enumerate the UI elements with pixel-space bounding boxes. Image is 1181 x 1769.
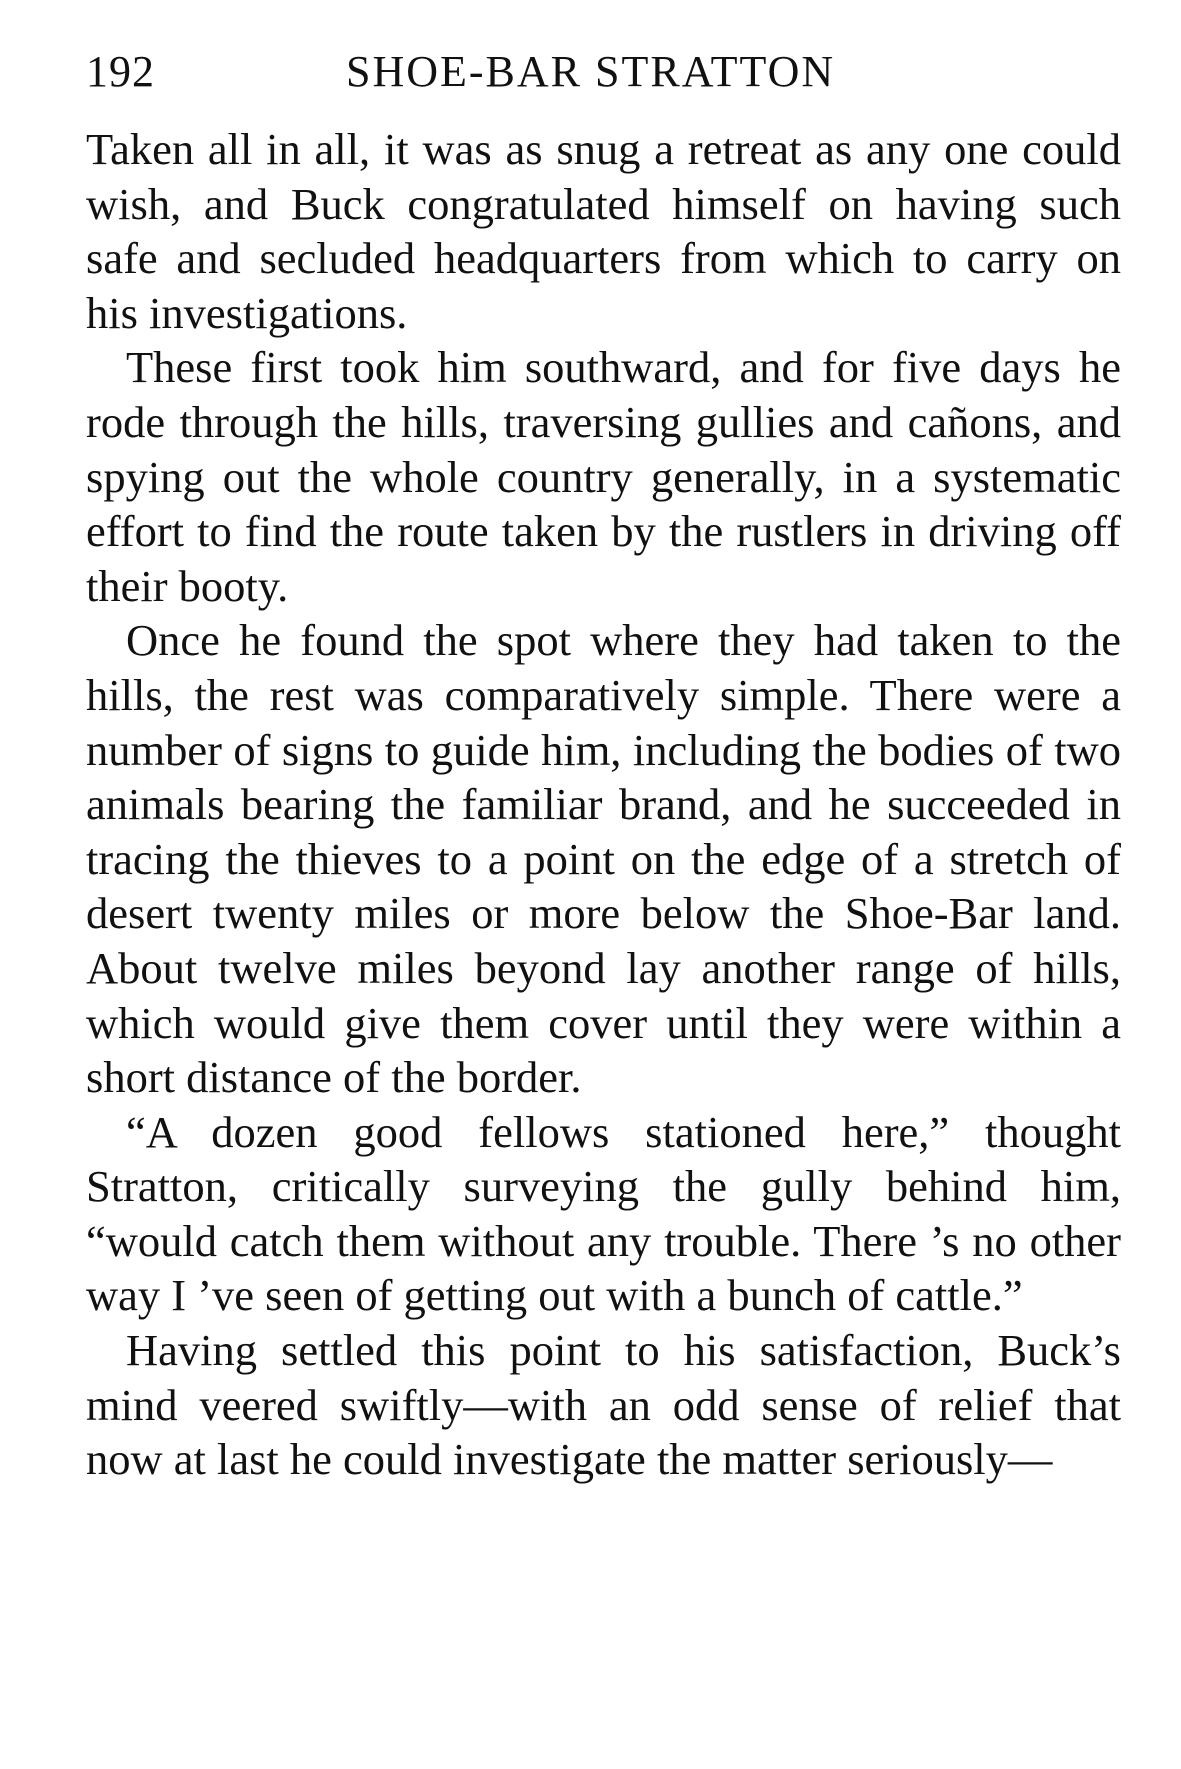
page-number: 192	[86, 47, 155, 96]
body-text	[86, 122, 1121, 1487]
paragraph-5: Having settled this point to his satisfaction, Buck’s mind veered swiftly—with an odd sense of relief that now at last he could investigate the matter seriously—	[86, 1325, 1121, 1485]
running-head	[86, 42, 1121, 102]
paragraph-1: Taken all in all, it was as snug a retreat as any one could wish, and Buck congratulated himself on having such safe and secluded headquarters from which to carry on his investigations.	[86, 124, 1121, 338]
paragraph-3: Once he found the spot where they had taken to the hills, the rest was comparatively simple. There were a number of signs to guide him, including the bodies of two animals bearing the familiar brand, and he succeeded in tracing the thieves to a point on the edge of a stretch of desert twenty miles or more below the Shoe-Bar land. About twelve miles beyond lay another range of hills, which would give them cover until they were within a short distance of the border.	[86, 615, 1121, 1103]
running-title: SHOE-BAR STRATTON	[346, 47, 836, 96]
paragraph-2: These first took him southward, and for five days he rode through the hills, traversing gullies and cañons, and spying out the whole country generally, in a systematic effort to find the route taken by the rustlers in driving off their booty.	[86, 342, 1121, 611]
paragraph-4: “A dozen good fellows stationed here,” thought Stratton, critically surveying the gully behind him, “would catch them without any trouble. There ’s no other way I ’ve seen of getting out with a bunch of cattle.”	[86, 1106, 1121, 1321]
